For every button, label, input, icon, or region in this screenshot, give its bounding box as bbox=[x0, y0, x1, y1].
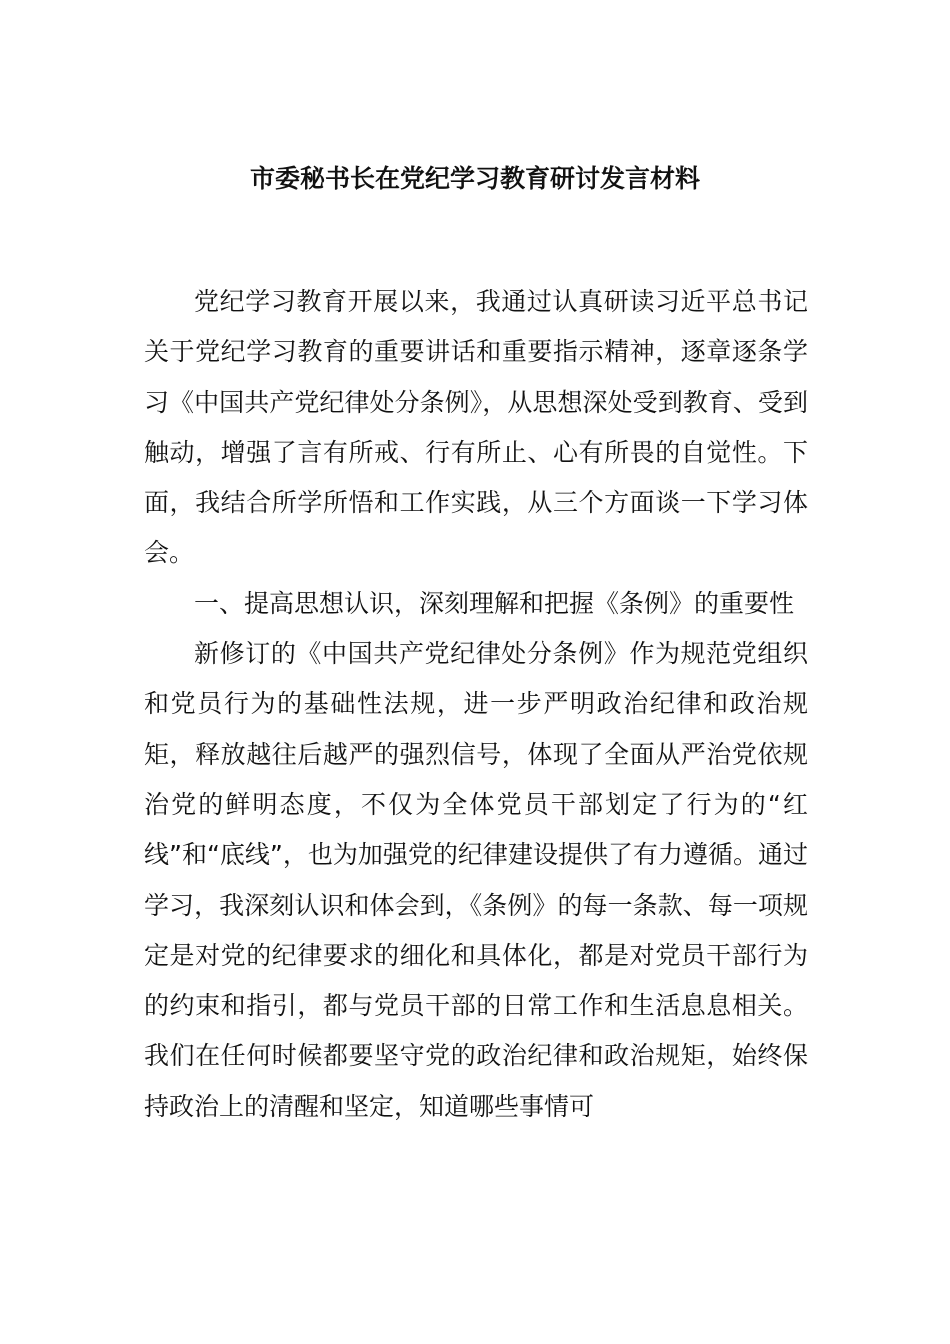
document-body bbox=[144, 277, 808, 1132]
section-heading-1: 一、提高思想认识，深刻理解和把握《条例》的重要性 bbox=[194, 588, 795, 618]
paragraph-section-1: 新修订的《中国共产党纪律处分条例》作为规范党组织和党员行为的基础性法规，进一步严明政治纪律和政治规矩，释放越往后越严的强烈信号，体现了全面从严治党依规治党的鲜明态度，不仅为全体党员干部划定了行为的“红线”和“底线”，也为加强党的纪律建设提供了有力遵循。通过学习，我深刻认识和体会到，《条例》的每一条款、每一项规定是对党的纪律要求的细化和具体化，都是对党员干部行为的约束和指引，都与党员干部的日常工作和生活息息相关。我们在任何时候都要坚守党的政治纪律和政治规矩，始终保持政治上的清醒和坚定，知道哪些事情可 bbox=[144, 639, 808, 1121]
paragraph-intro: 党纪学习教育开展以来，我通过认真研读习近平总书记关于党纪学习教育的重要讲话和重要指示精神，逐章逐条学习《中国共产党纪律处分条例》，从思想深处受到教育、受到触动，增强了言有所戒、行有所止、心有所畏的自觉性。下面，我结合所学所悟和工作实践，从三个方面谈一下学习体会。 bbox=[144, 287, 808, 568]
document-title: 市委秘书长在党纪学习教育研讨发言材料 bbox=[249, 164, 700, 193]
